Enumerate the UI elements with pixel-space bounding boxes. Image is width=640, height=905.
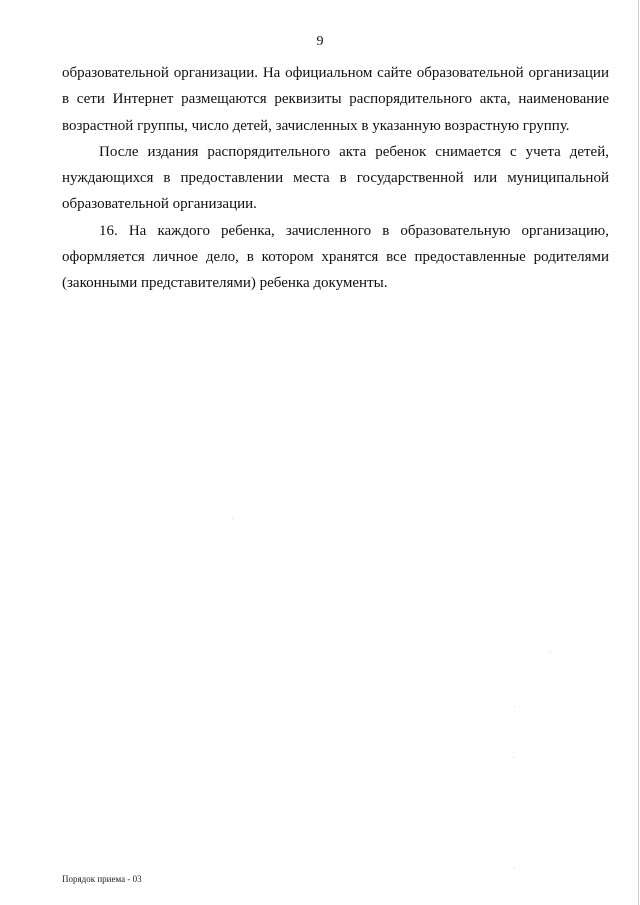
document-body <box>62 60 609 297</box>
text-line: После издания распорядительного акта ребенок снимается с учета детей, <box>99 143 609 160</box>
text-line: нуждающихся в предоставлении места в государственной или муниципальной <box>62 170 609 187</box>
text-line: возрастной группы, число детей, зачисленных в указанную возрастную группу. <box>62 117 570 134</box>
text-line: образовательной организации. <box>62 196 257 213</box>
text-line: 16. На каждого ребенка, зачисленного в образовательную организацию, <box>99 222 609 239</box>
text-line: оформляется личное дело, в котором хранятся все предоставленные родителями <box>62 249 609 266</box>
paragraph-continuation <box>62 60 609 139</box>
text-line: в сети Интернет размещаются реквизиты распорядительного акта, наименование <box>62 91 609 108</box>
scan-speck <box>514 706 515 707</box>
paragraph-deregistration <box>62 139 609 218</box>
page-number: 9 <box>316 34 324 49</box>
scan-speck <box>232 518 233 519</box>
paragraph-16-personal-file <box>62 218 609 297</box>
page-edge <box>638 0 639 905</box>
text-line: (законными представителями) ребенка документы. <box>62 275 388 292</box>
scan-speck <box>513 757 514 758</box>
footer-label: Порядок приема - 03 <box>62 874 142 884</box>
scan-speck <box>514 868 515 869</box>
text-line: образовательной организации. На официальном сайте образовательной организации <box>62 65 609 81</box>
scan-speck <box>550 652 551 653</box>
